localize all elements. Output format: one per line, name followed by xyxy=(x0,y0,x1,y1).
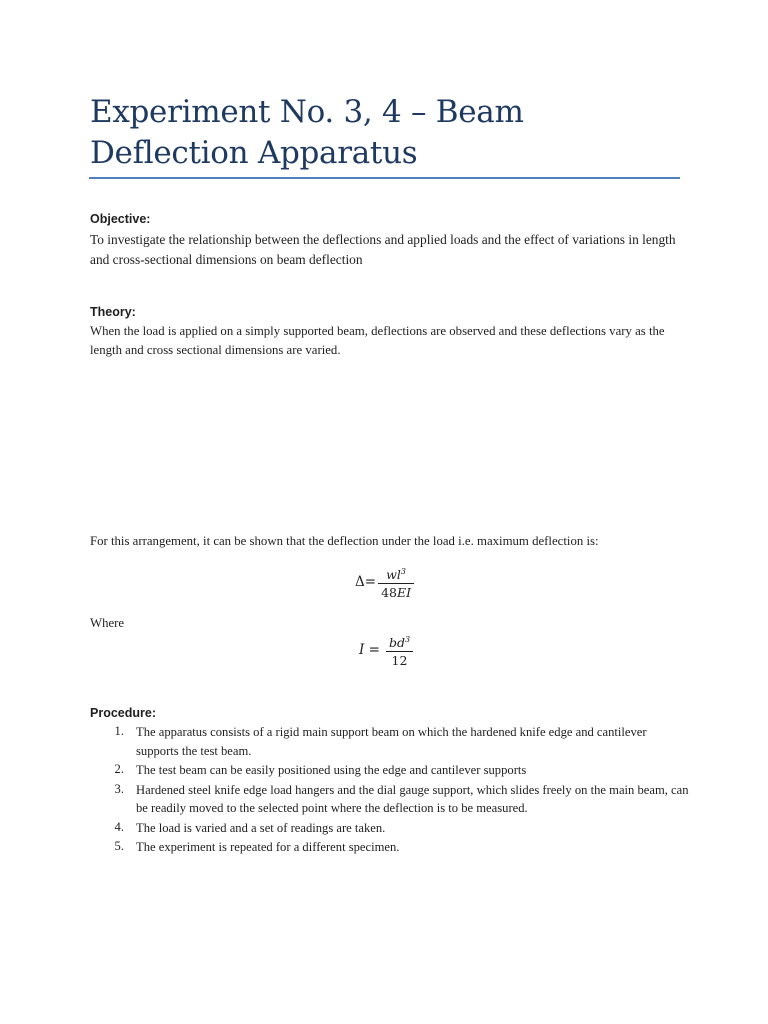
objective-text: To investigate the relationship between the deflections and applied loads and the effect of variations in length and cross-sectional dimensions on beam deflection xyxy=(90,232,676,267)
procedure-list xyxy=(90,722,690,857)
deflection-denominator-vars: EI xyxy=(396,585,412,600)
inertia-numerator-exponent: 3 xyxy=(404,635,411,644)
step-number: 5. xyxy=(114,839,124,853)
step-number: 3. xyxy=(114,781,124,796)
step-number: 1. xyxy=(114,724,124,738)
inertia-formula-lhs: I = xyxy=(359,642,380,658)
deflection-formula xyxy=(355,564,414,600)
procedure-heading: Procedure: xyxy=(90,706,156,720)
list-item xyxy=(90,760,690,780)
deflection-numerator-exponent: 3 xyxy=(400,567,406,576)
list-item xyxy=(90,818,690,838)
deflection-numerator-base: wl xyxy=(386,567,401,582)
deflection-denominator xyxy=(378,584,414,600)
deflection-numerator xyxy=(383,564,409,583)
step-number: 2. xyxy=(114,762,124,776)
list-item xyxy=(90,780,690,818)
step-text: The test beam can be easily positioned using the edge and cantilever supports xyxy=(136,763,527,777)
title-divider xyxy=(89,177,680,179)
step-text: The load is varied and a set of readings are taken. xyxy=(136,820,386,835)
where-label: Where xyxy=(90,616,125,630)
inertia-numerator xyxy=(386,632,413,651)
theory-text: When the load is applied on a simply supported beam, deflections are observed and these deflections vary as the length and cross sectional dimensions are varied. xyxy=(90,324,665,357)
deflection-fraction xyxy=(378,564,414,600)
list-item xyxy=(90,722,690,760)
inertia-numerator-base: bd xyxy=(388,635,405,650)
objective-heading: Objective: xyxy=(90,212,151,226)
deflection-formula-lhs: Δ= xyxy=(355,574,377,590)
step-text: The apparatus consists of a rigid main support beam on which the hardened knife edge and cantilever supports the test beam. xyxy=(136,725,647,758)
inertia-formula xyxy=(359,632,413,668)
page-title: Experiment No. 3, 4 – Beam Deflection Apparatus xyxy=(90,94,524,171)
inertia-denominator: 12 xyxy=(391,653,408,668)
step-text: The experiment is repeated for a different specimen. xyxy=(136,840,400,854)
step-text: Hardened steel knife edge load hangers and the dial gauge support, which slides freely on the main beam, can be readily moved to the selected point where the deflection is to be measured. xyxy=(136,782,689,815)
inertia-fraction xyxy=(386,632,413,668)
deflection-denominator-number: 48 xyxy=(381,585,397,600)
theory-heading: Theory: xyxy=(90,305,136,319)
list-item xyxy=(90,837,690,857)
step-number: 4. xyxy=(114,819,124,834)
arrangement-text: For this arrangement, it can be shown that the deflection under the load i.e. maximum deflection is: xyxy=(90,534,599,548)
